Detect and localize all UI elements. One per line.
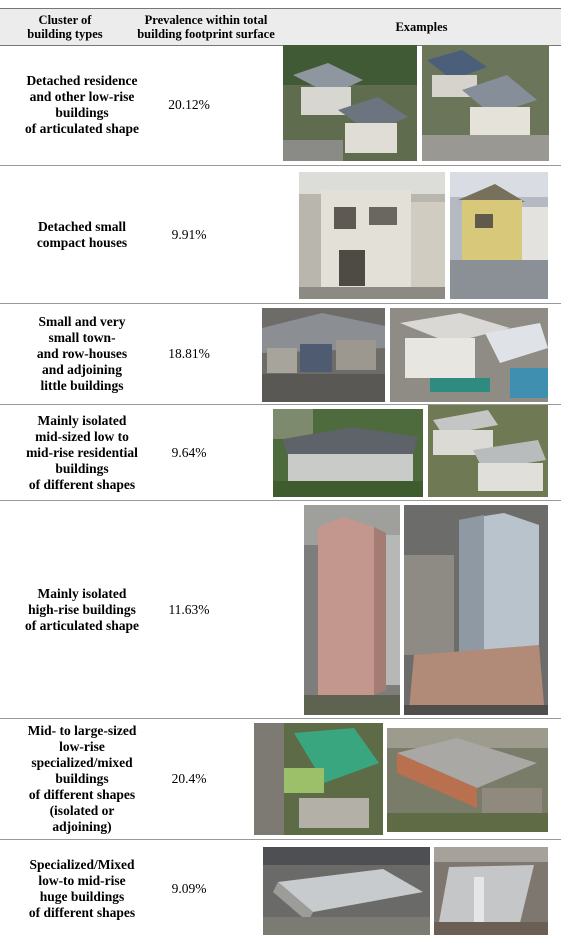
example-photo bbox=[263, 847, 430, 935]
table-row bbox=[0, 719, 561, 840]
example-photo bbox=[450, 172, 548, 299]
cluster-label: Mainly isolated high-rise buildings of articulated shape bbox=[25, 585, 139, 633]
example-photo bbox=[434, 847, 548, 935]
prevalence-value: 9.09% bbox=[171, 881, 207, 896]
prevalence-value: 11.63% bbox=[168, 601, 210, 617]
table-row bbox=[0, 840, 561, 938]
example-photo bbox=[390, 308, 548, 402]
table-header bbox=[0, 8, 561, 46]
table-row bbox=[0, 166, 561, 304]
example-photo bbox=[262, 308, 385, 402]
table-row bbox=[0, 45, 561, 166]
prevalence-value: 18.81% bbox=[168, 346, 210, 361]
table-row bbox=[0, 304, 561, 405]
header-examples: Examples bbox=[395, 20, 448, 34]
table-row bbox=[0, 501, 561, 719]
cluster-label: Mid- to large-sized low-rise specialized/mixed buildings of different shapes (isolated or adjoining) bbox=[27, 723, 137, 834]
prevalence-value: 20.4% bbox=[171, 771, 207, 786]
example-photo bbox=[283, 45, 417, 161]
header-cluster: Cluster of building types bbox=[27, 13, 103, 41]
example-photo bbox=[273, 409, 423, 497]
example-photo bbox=[422, 45, 549, 161]
cluster-label: Specialized/Mixed low-to mid-rise huge buildings of different shapes bbox=[28, 857, 136, 920]
cluster-label: Small and very small town- and row-houses and adjoining little buildings bbox=[36, 314, 128, 393]
cluster-label: Detached residence and other low-rise buildings of articulated shape bbox=[25, 73, 139, 136]
prevalence-value: 20.12% bbox=[168, 97, 210, 112]
example-photo bbox=[428, 405, 548, 497]
header-prevalence: Prevalence within total building footprint surface bbox=[137, 13, 275, 41]
cluster-label: Detached small compact houses bbox=[36, 218, 128, 250]
prevalence-value: 9.91% bbox=[171, 226, 207, 242]
example-photo bbox=[304, 505, 400, 715]
example-photo bbox=[299, 172, 445, 299]
cluster-label: Mainly isolated mid-sized low to mid-rise residential buildings of different shapes bbox=[26, 412, 138, 492]
table-row bbox=[0, 405, 561, 501]
prevalence-value: 9.64% bbox=[171, 444, 207, 460]
example-photo bbox=[254, 723, 383, 835]
example-photo bbox=[387, 728, 548, 832]
example-photo bbox=[404, 505, 548, 715]
